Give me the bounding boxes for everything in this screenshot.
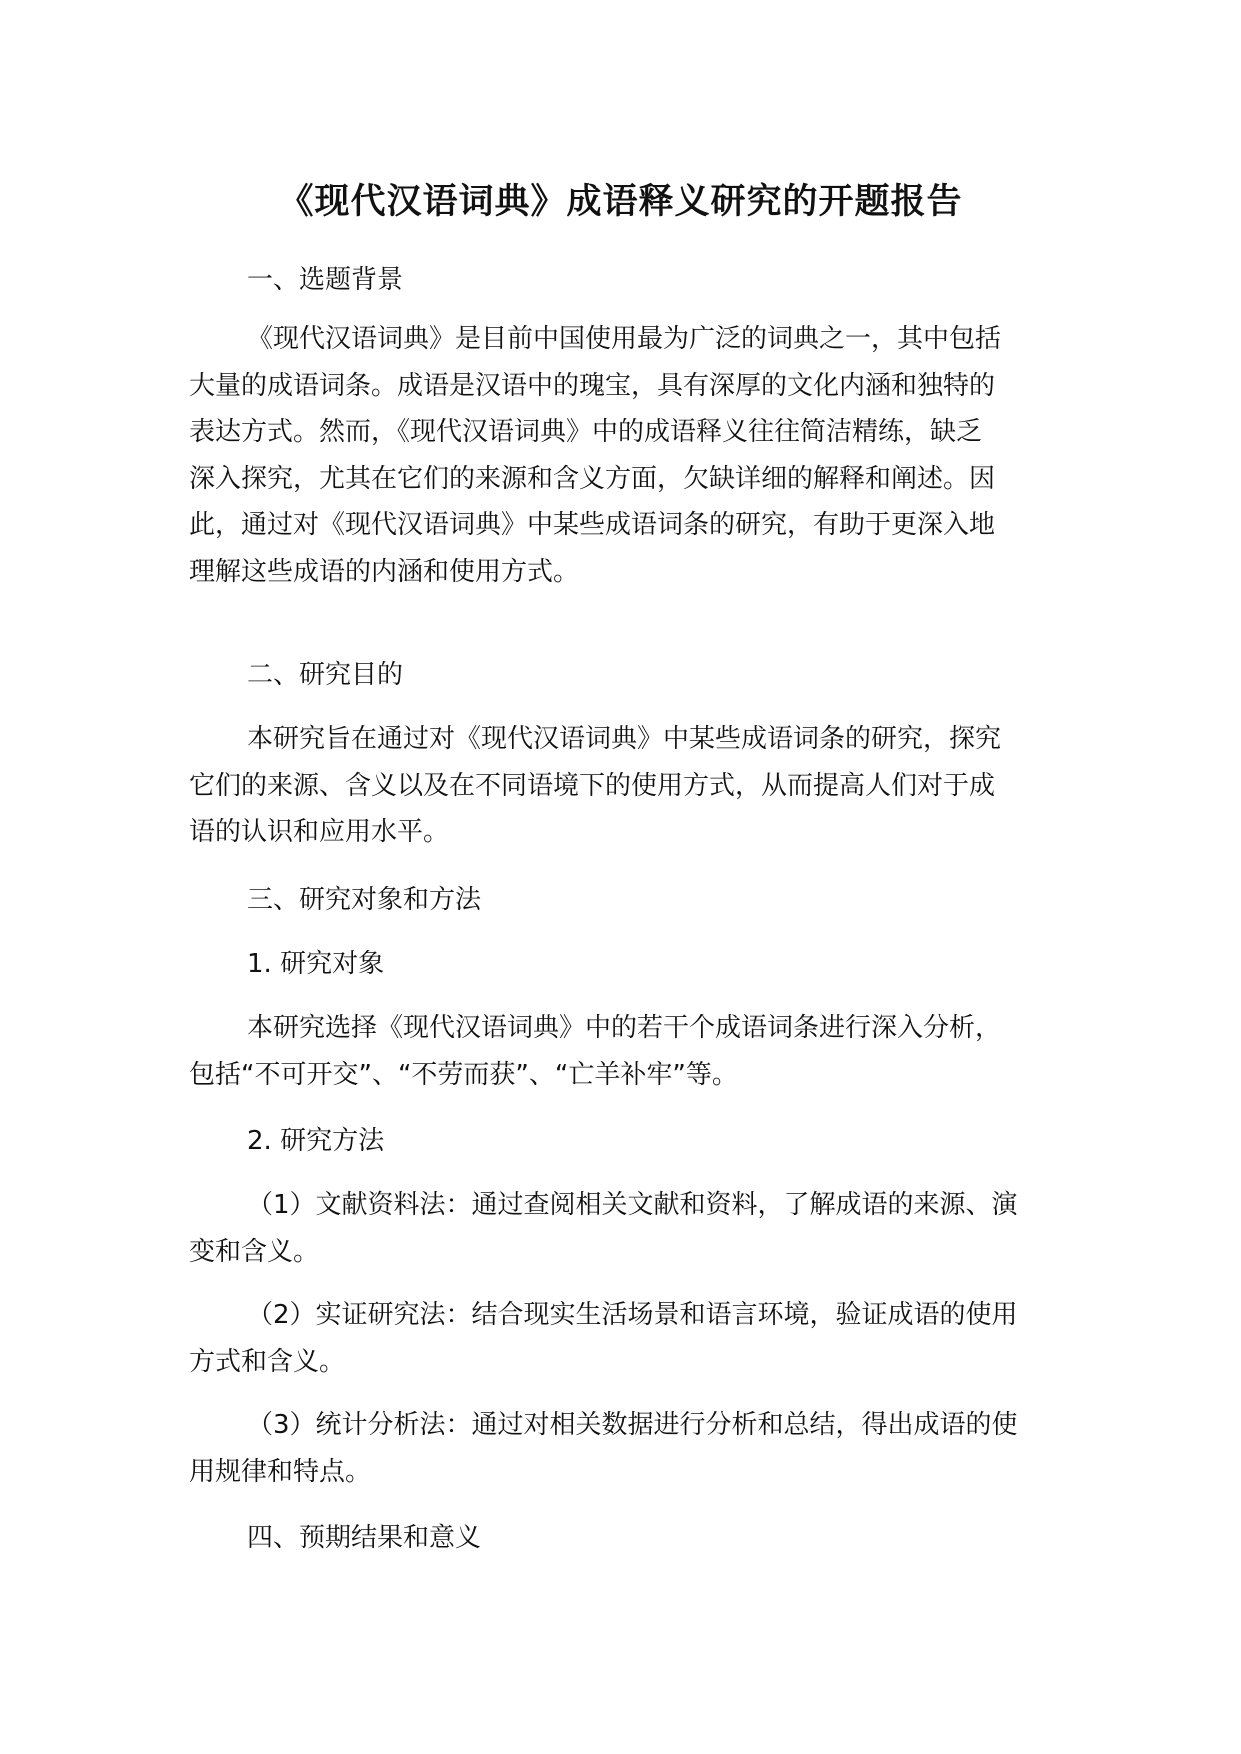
heading-expected [189, 1515, 1115, 1562]
heading-text: 二、研究目的 [247, 660, 404, 690]
paragraph-line: 表达方式。然而，《现代汉语词典》中的成语释义往往简洁精练，缺乏 [189, 417, 983, 447]
paragraph-line: 它们的来源、含义以及在不同语境下的使用方式，从而提高人们对于成 [189, 770, 996, 801]
paragraph-objects [189, 1005, 1057, 1098]
paragraph-method-3 [189, 1402, 1057, 1495]
heading-objects-methods [189, 877, 1115, 924]
paragraph-line: 深入探究，尤其在它们的来源和含义方面，欠缺详细的解释和阐述。因 [189, 463, 996, 494]
paragraph-line: 语的认识和应用水平。 [189, 817, 450, 847]
paragraph-line: 用规律和特点。 [189, 1456, 372, 1487]
paragraph-line: 此，通过对《现代汉语词典》中某些成语词条的研究，有助于更深入地 [189, 510, 996, 540]
paragraph-line: （2）实证研究法：结合现实生活场景和语言环境，验证成语的使用 [247, 1300, 1018, 1330]
subheading-text: 2. 研究方法 [247, 1126, 385, 1156]
paragraph-line: 本研究旨在通过对《现代汉语词典》中某些成语词条的研究，探究 [247, 724, 1002, 754]
paragraph-line: 大量的成语词条。成语是汉语中的瑰宝，具有深厚的文化内涵和独特的 [189, 370, 996, 401]
subheading-objects [189, 941, 1115, 988]
paragraph-line: 包括“不可开交”、“不劳而获”、“亡羊补牢”等。 [189, 1059, 738, 1090]
paragraph-line: 变和含义。 [189, 1236, 320, 1267]
paragraph-purpose [189, 716, 1057, 856]
document-title: 《现代汉语词典》成语释义研究的开题报告 [278, 182, 963, 222]
paragraph-line: 理解这些成语的内涵和使用方式。 [189, 556, 580, 587]
paragraph-background [189, 316, 1057, 595]
heading-text: 三、研究对象和方法 [247, 885, 482, 915]
paragraph-method-2 [189, 1292, 1057, 1385]
paragraph-line: （1）文献资料法：通过查阅相关文献和资料，了解成语的来源、演 [247, 1190, 1018, 1220]
paragraph-line: 《现代汉语词典》是目前中国使用最为广泛的词典之一，其中包括 [247, 324, 1002, 354]
heading-text: 一、选题背景 [247, 265, 404, 295]
paragraph-line: 本研究选择《现代汉语词典》中的若干个成语词条进行深入分析， [247, 1013, 1002, 1043]
heading-purpose [189, 652, 1115, 699]
heading-background [189, 257, 1115, 304]
paragraph-line: （3）统计分析法：通过对相关数据进行分析和总结，得出成语的使 [247, 1410, 1018, 1440]
paragraph-line: 方式和含义。 [189, 1346, 346, 1377]
subheading-text: 1. 研究对象 [247, 949, 385, 979]
paragraph-method-1 [189, 1182, 1057, 1275]
subheading-methods [189, 1118, 1115, 1165]
heading-text: 四、预期结果和意义 [247, 1523, 482, 1553]
